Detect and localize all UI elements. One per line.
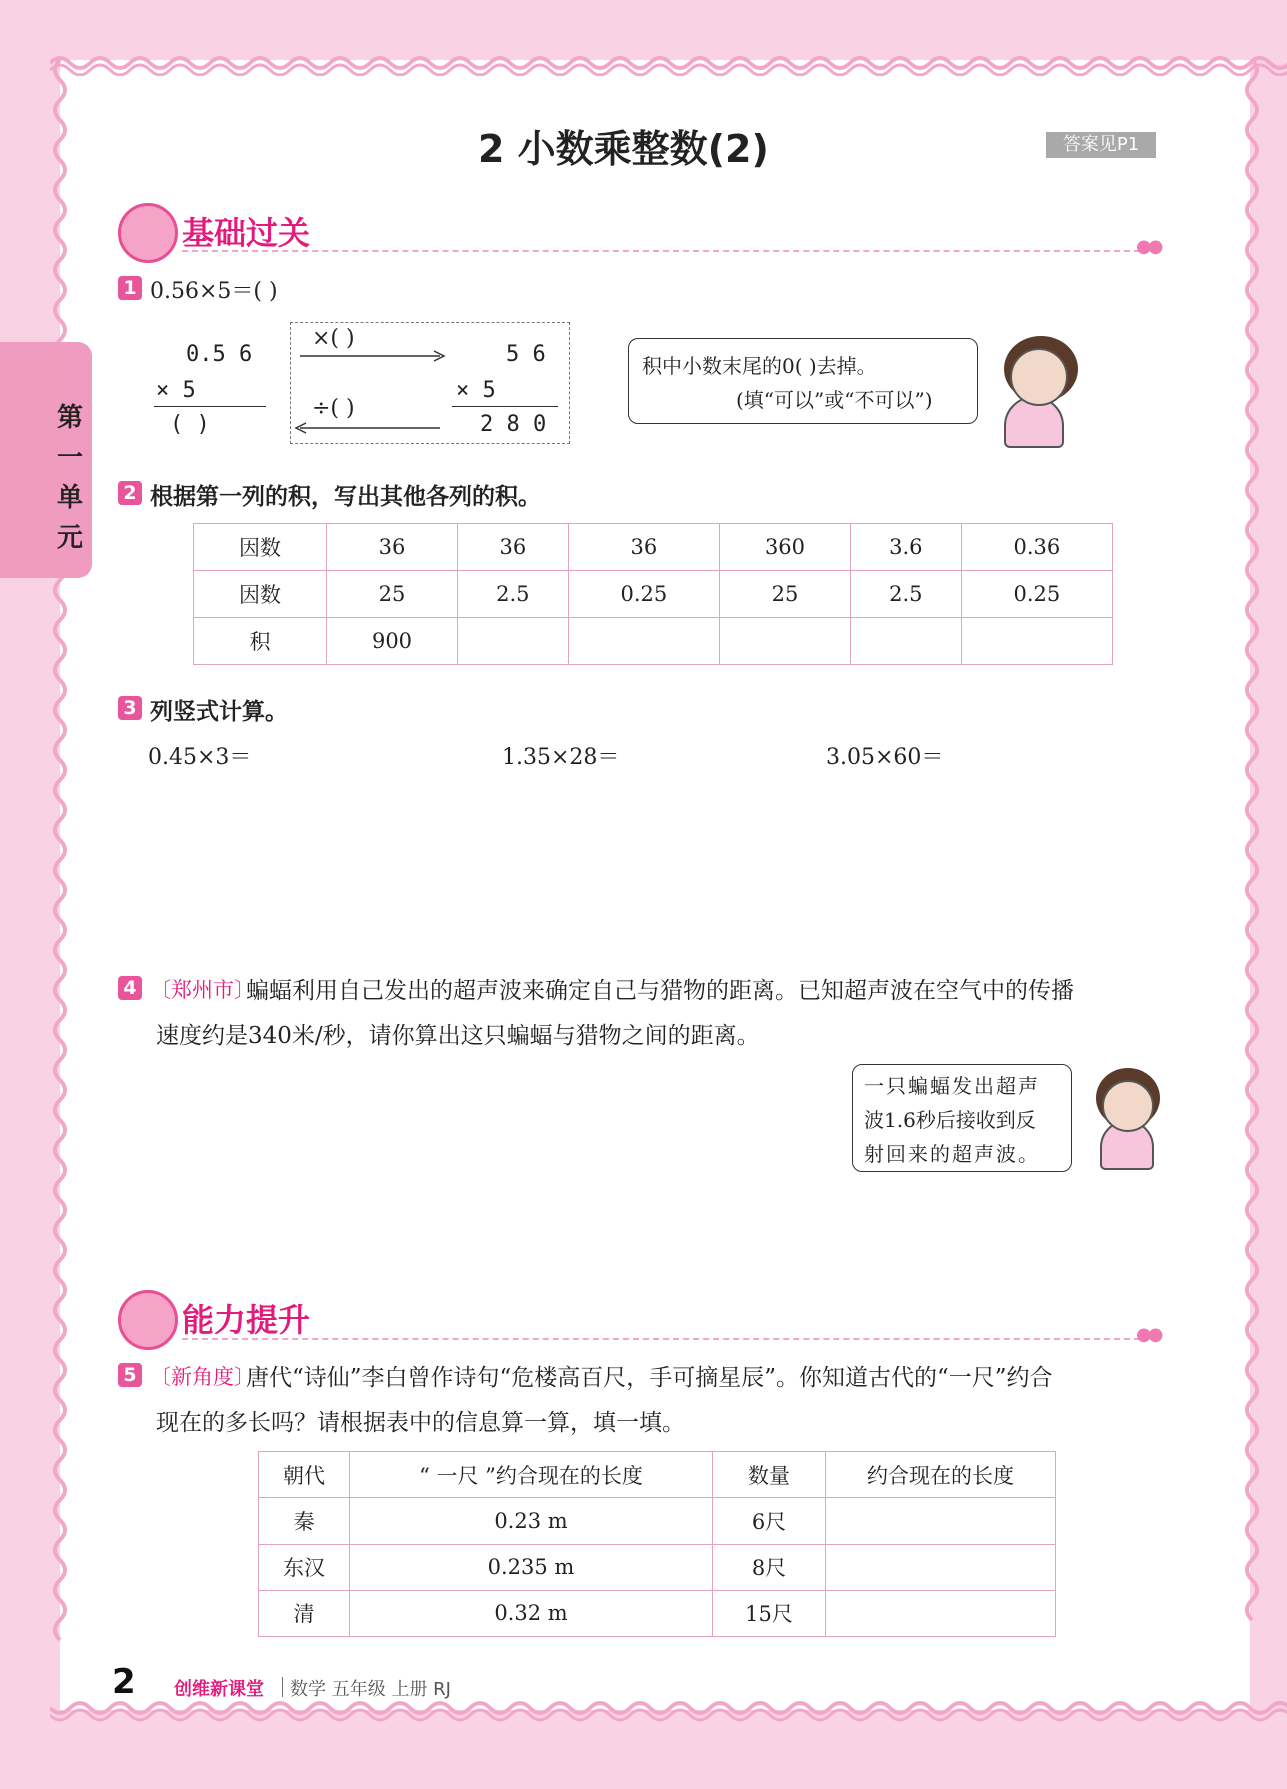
q4-source-tag: 〔郑州市〕 [150,978,255,1002]
q5-line2: 现在的多长吗？请根据表中的信息算一算，填一填。 [156,1410,685,1436]
bottom-wave-border [50,1700,1287,1726]
q4-hint-line3: 射回来的超声波。 [864,1142,1040,1166]
question-number-2: 2 [118,481,142,505]
table-cell: 数量 [713,1452,826,1498]
q2-product-table [193,523,1113,665]
question-number-5: 5 [118,1363,142,1387]
table-cell: 25 [719,571,850,618]
q4-line2: 速度约是340米/秒，请你算出这只蝙蝠与猎物之间的距离。 [156,1023,760,1049]
answer-cell[interactable] [719,618,850,665]
table-cell: 6尺 [713,1498,826,1544]
q1-right-multiplicand: 5 6 [506,342,546,367]
page-title: 2 小数乘整数(2) [478,127,769,171]
table-cell: 2.5 [851,571,962,618]
table-row [194,618,1113,665]
q5-length-table [258,1451,1056,1637]
q1-hint-line1: 积中小数末尾的0( )去掉。 [642,354,877,378]
answer-cell[interactable] [961,618,1112,665]
q2-text: 根据第一列的积，写出其他各列的积。 [150,484,541,510]
question-number-3: 3 [118,696,142,720]
table-cell: 积 [194,618,327,665]
monkey-mascot-icon [118,1290,178,1350]
section-heading-basics: 基础过关 [182,214,311,252]
footer-book-info: 数学 五年级 上册 RJ [290,1679,451,1700]
answer-cell[interactable] [458,618,569,665]
q1-right-rule [452,406,558,407]
footer-brand: 创维新课堂 [174,1679,264,1700]
section-divider [182,1338,1140,1340]
table-cell: 36 [568,524,719,571]
question-number-4: 4 [118,976,142,1000]
page-number: 2 [112,1662,136,1702]
q1-text: 0.56×5＝( ) [150,279,278,304]
table-cell: 0.23 m [350,1498,713,1544]
table-cell: 36 [458,524,569,571]
answer-cell[interactable] [826,1498,1056,1544]
left-arrow-icon [294,422,444,434]
top-wave-border [50,50,1287,76]
decor-dots-icon: ●● [1136,1324,1160,1345]
q1-left-rule [154,406,266,407]
monkey-mascot-icon [118,203,178,263]
table-row [259,1544,1056,1590]
table-row [259,1452,1056,1498]
table-cell: 900 [327,618,458,665]
table-cell: 36 [327,524,458,571]
q4-hint-line1: 一只蝙蝠发出超声 [864,1074,1040,1098]
answer-cell[interactable] [826,1544,1056,1590]
q1-left-multiplicand: 0.5 6 [186,342,253,367]
table-cell: 0.25 [961,571,1112,618]
q1-hint-line2: (填“可以”或“不可以”) [736,388,933,412]
decor-dots-icon: ●● [1136,236,1160,257]
q1-left-product-blank: ( ) [170,412,210,437]
q1-left-multiplier: × 5 [156,378,196,403]
q3-item-1: 0.45×3＝ [148,745,252,770]
q3-item-3: 3.05×60＝ [826,745,944,770]
section-heading-advanced: 能力提升 [182,1301,311,1339]
table-cell: 秦 [259,1498,350,1544]
q3-text: 列竖式计算。 [150,699,288,725]
table-cell: 东汉 [259,1544,350,1590]
table-cell: “ 一尺 ”约合现在的长度 [350,1452,713,1498]
section-divider [182,250,1140,252]
table-cell: 2.5 [458,571,569,618]
table-cell: 0.235 m [350,1544,713,1590]
table-row [259,1498,1056,1544]
table-cell: 25 [327,571,458,618]
footer-separator [282,1677,283,1697]
table-cell: 360 [719,524,850,571]
q5-source-tag: 〔新角度〕 [150,1365,255,1389]
answer-cell[interactable] [851,618,962,665]
girl-face-icon [1010,348,1068,406]
q4-hint-line2: 波1.6秒后接收到反 [864,1108,1036,1132]
q3-item-2: 1.35×28＝ [502,745,620,770]
girl-face-icon [1102,1080,1154,1132]
left-wave-border [48,60,72,1710]
answer-cell[interactable] [568,618,719,665]
q1-divide-op-blank: ÷( ) [312,396,355,421]
q1-right-product: 2 8 0 [480,412,547,437]
table-cell: 约合现在的长度 [826,1452,1056,1498]
answer-reference-badge: 答案见P1 [1046,132,1156,158]
right-arrow-icon [298,350,448,362]
table-row [194,571,1113,618]
table-cell: 朝代 [259,1452,350,1498]
table-cell: 3.6 [851,524,962,571]
q1-right-multiplier: × 5 [456,378,496,403]
q5-line1: 唐代“诗仙”李白曾作诗句“危楼高百尺，手可摘星辰”。你知道古代的“一尺”约合 [246,1365,1053,1391]
table-cell: 0.36 [961,524,1112,571]
table-cell: 因数 [194,524,327,571]
table-cell: 0.25 [568,571,719,618]
table-cell: 8尺 [713,1544,826,1590]
table-row [259,1590,1056,1636]
table-cell: 因数 [194,571,327,618]
table-row [194,524,1113,571]
question-number-1: 1 [118,276,142,300]
answer-cell[interactable] [826,1590,1056,1636]
table-cell: 清 [259,1590,350,1636]
q1-multiply-op-blank: ×( ) [312,326,355,351]
right-wave-border [1240,60,1264,1710]
q4-line1: 蝙蝠利用自己发出的超声波来确定自己与猎物的距离。已知超声波在空气中的传播 [246,978,1074,1004]
table-cell: 0.32 m [350,1590,713,1636]
table-cell: 15尺 [713,1590,826,1636]
unit-side-tab-label: 第一单元 [56,403,83,553]
